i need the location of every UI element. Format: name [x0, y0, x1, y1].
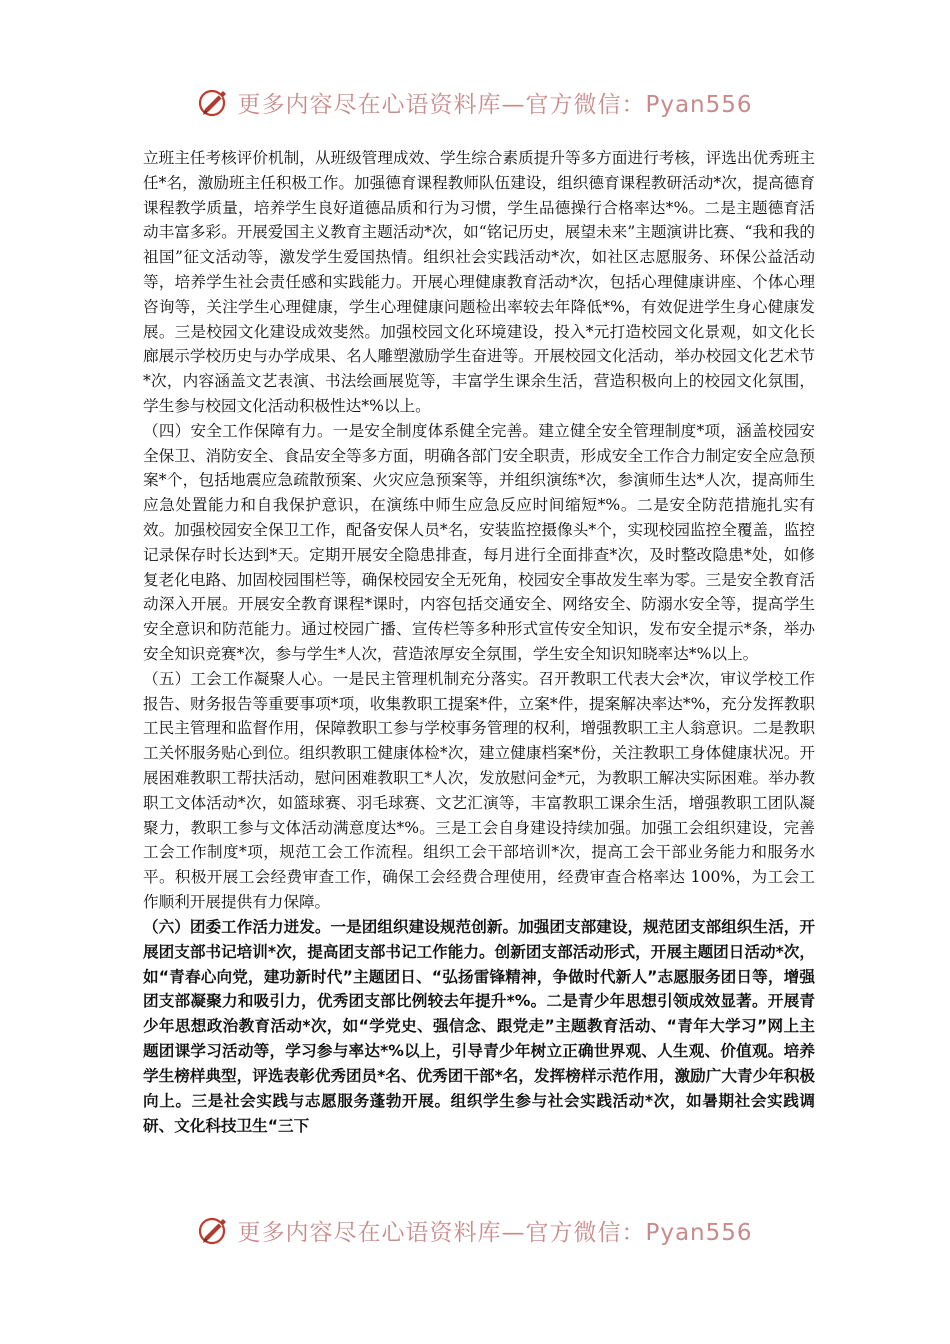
document-body: [143, 146, 815, 1139]
paragraph-youth-league-work: （六）团委工作活力迸发。一是团组织建设规范创新。加强团支部建设，规范团支部组织生活，开展团支部书记培训*次，提高团支部书记工作能力。创新团支部活动形式，开展主题团日活动*次，如“青春心向党，建功新时代”主题团日、“弘扬雷锋精神，争做时代新人”志愿服务团日等，增强团支部凝聚力和吸引力，优秀团支部比例较去年提升*%。二是青少年思想引领成效显著。开展青少年思想政治教育活动*次，如“学党史、强信念、跟党走”主题教育活动、“青年大学习”网上主题团课学习活动等，学习参与率达*%以上，引导青少年树立正确世界观、人生观、价值观。培养学生榜样典型，评选表彰优秀团员*名、优秀团干部*名，发挥榜样示范作用，激励广大青少年积极向上。三是社会实践与志愿服务蓬勃开展。组织学生参与社会实践活动*次，如暑期社会实践调研、文化科技卫生“三下: [143, 917, 815, 1135]
paragraph-union-work: （五）工会工作凝聚人心。一是民主管理机制充分落实。召开教职工代表大会*次，审议学校工作报告、财务报告等重要事项*项，收集教职工提案*件，立案*件，提案解决率达*%，充分发挥教职工民主管理和监督作用，保障教职工参与学校事务管理的权利，增强教职工主人翁意识。二是教职工关怀服务贴心到位。组织教职工健康体检*次，建立健康档案*份，关注教职工身体健康状况。开展困难教职工帮扶活动，慰问困难教职工*人次，发放慰问金*元，为教职工解决实际困难。举办教职工文体活动*次，如篮球赛、羽毛球赛、文艺汇演等，丰富教职工课余生活，增强教职工团队凝聚力，教职工参与文体活动满意度达*%。三是工会自身建设持续加强。加强工会组织建设，完善工会工作制度*项，规范工会工作流程。组织工会干部培训*次，提高工会干部业务能力和服务水平。积极开展工会经费审查工作，确保工会经费合理使用，经费审查合格率达 100%，为工会工作顺利开展提供有力保障。: [143, 669, 815, 911]
watermark-banner-bottom: [0, 1210, 950, 1250]
paragraph-moral-education: 立班主任考核评价机制，从班级管理成效、学生综合素质提升等多方面进行考核，评选出优秀班主任*名，激励班主任积极工作。加强德育课程教师队伍建设，组织德育课程教研活动*次，提高德育课程教学质量，培养学生良好道德品质和行为习惯，学生品德操行合格率达*%。二是主题德育活动丰富多彩。开展爱国主义教育主题活动*次，如“铭记历史，展望未来”主题演讲比赛、“我和我的祖国”征文活动等，激发学生爱国热情。组织社会实践活动*次，如社区志愿服务、环保公益活动等，培养学生社会责任感和实践能力。开展心理健康教育活动*次，包括心理健康讲座、个体心理咨询等，关注学生心理健康，学生心理健康问题检出率较去年降低*%，有效促进学生身心健康发展。三是校园文化建设成效斐然。加强校园文化环境建设，投入*元打造校园文化景观，如文化长廊展示学校历史与办学成果、名人雕塑激励学生奋进等。开展校园文化活动，举办校园文化艺术节*次，内容涵盖文艺表演、书法绘画展览等，丰富学生课余生活，营造积极向上的校园文化氛围，学生参与校园文化活动积极性达*%以上。: [143, 149, 815, 415]
watermark-text: 更多内容尽在心语资料库—官方微信：Pyan556: [237, 91, 753, 118]
paragraph-safety-work: （四）安全工作保障有力。一是安全制度体系健全完善。建立健全安全管理制度*项，涵盖校园安全保卫、消防安全、食品安全等多方面，明确各部门安全职责，形成安全工作合力制定安全应急预案*个，包括地震应急疏散预案、火灾应急预案等，并组织演练*次，参演师生达*人次，提高师生应急处置能力和自我保护意识，在演练中师生应急反应时间缩短*%。二是安全防范措施扎实有效。加强校园安全保卫工作，配备安保人员*名，安装监控摄像头*个，实现校园监控全覆盖，监控记录保存时长达到*天。定期开展安全隐患排查，每月进行全面排查*次，及时整改隐患*处，如修复老化电路、加固校园围栏等，确保校园安全无死角，校园安全事故发生率为零。三是安全教育活动深入开展。开展安全教育课程*课时，内容包括交通安全、网络安全、防溺水安全等，提高学生安全意识和防范能力。通过校园广播、宣传栏等多种形式宣传安全知识，发布安全提示*条，举办安全知识竞赛*次，参与学生*人次，营造浓厚安全氛围，学生安全知识知晓率达*%以上。: [143, 421, 815, 663]
pen-circle-logo-icon: [197, 1213, 231, 1247]
watermark-text: 更多内容尽在心语资料库—官方微信：Pyan556: [237, 1219, 753, 1246]
watermark-banner-top: [0, 82, 950, 122]
pen-circle-logo-icon: [197, 85, 231, 119]
